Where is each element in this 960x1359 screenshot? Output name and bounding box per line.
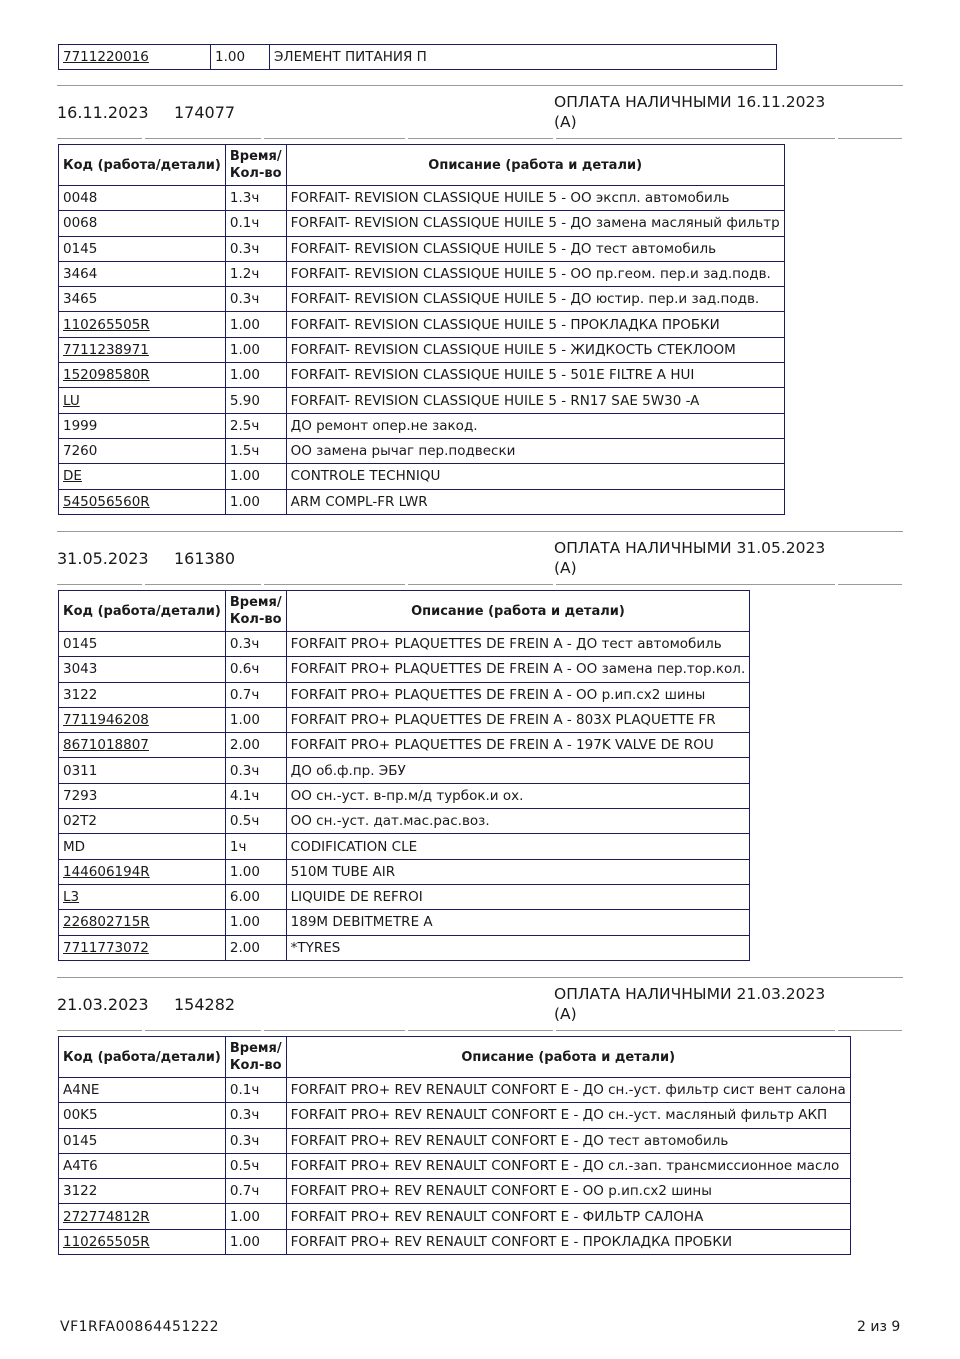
part-code-link[interactable]: 226802715R — [59, 910, 226, 935]
order-items-table — [58, 144, 785, 515]
desc-cell: FORFAIT- REVISION CLASSIQUE HUILE 5 - RN17 SAE 5W30 -A — [286, 388, 784, 413]
qty-cell: 2.5ч — [225, 413, 286, 438]
table-row — [59, 1204, 851, 1229]
qty-cell: 0.5ч — [225, 1153, 286, 1178]
order-date: 31.05.2023 — [57, 549, 149, 568]
divider — [57, 977, 903, 978]
qty-cell: 1.3ч — [225, 186, 286, 211]
divider — [556, 584, 835, 585]
qty-cell: 1.00 — [225, 707, 286, 732]
payment-line-2: (A) — [554, 559, 577, 577]
order-number: 154282 — [174, 995, 236, 1014]
work-code: 00K5 — [59, 1103, 226, 1128]
desc-cell: FORFAIT- REVISION CLASSIQUE HUILE 5 - ОО экспл. автомобиль — [286, 186, 784, 211]
col-qty-line-2: Кол-во — [229, 166, 282, 181]
divider — [264, 584, 405, 585]
work-code: 3122 — [59, 1179, 226, 1204]
table-row — [59, 733, 750, 758]
divider — [408, 138, 553, 139]
table-row — [59, 45, 777, 70]
work-code: 7260 — [59, 438, 226, 463]
desc-cell: CODIFICATION CLE — [286, 834, 750, 859]
part-code-link[interactable]: 7711238971 — [59, 337, 226, 362]
desc-cell: FORFAIT- REVISION CLASSIQUE HUILE 5 - ЖИДКОСТЬ СТЕКЛООМ — [286, 337, 784, 362]
divider — [57, 584, 142, 585]
payment-status — [554, 92, 844, 132]
desc-cell: FORFAIT- REVISION CLASSIQUE HUILE 5 - ПРОКЛАДКА ПРОБКИ — [286, 312, 784, 337]
part-code-link[interactable]: 272774812R — [59, 1204, 226, 1229]
table-header — [59, 1037, 851, 1078]
table-row — [59, 312, 785, 337]
col-desc-header: Описание (работа и детали) — [286, 1037, 850, 1078]
table-row — [59, 1153, 851, 1178]
col-qty-header — [225, 145, 286, 186]
desc-cell: FORFAIT PRO+ REV RENAULT CONFORT E - ДО сл.-зап. трансмиссионное масло — [286, 1153, 850, 1178]
part-code-link[interactable]: 7711773072 — [59, 935, 226, 960]
qty-cell: 1.00 — [225, 910, 286, 935]
table-row — [59, 859, 750, 884]
work-code: 0145 — [59, 236, 226, 261]
work-code: A4T6 — [59, 1153, 226, 1178]
work-code: 3465 — [59, 287, 226, 312]
col-qty-line-2: Кол-во — [229, 1058, 282, 1073]
qty-cell: 0.3ч — [225, 632, 286, 657]
qty-cell: 0.3ч — [225, 1103, 286, 1128]
desc-cell: FORFAIT PRO+ PLAQUETTES DE FREIN A - ОО замена пер.тор.кол. — [286, 657, 750, 682]
col-code-header: Код (работа/детали) — [59, 145, 226, 186]
desc-cell: FORFAIT- REVISION CLASSIQUE HUILE 5 - ДО юстир. пер.и зад.подв. — [286, 287, 784, 312]
qty-cell: 0.7ч — [225, 1179, 286, 1204]
desc-cell: ОО сн.-уст. в-пр.м/д турбок.и ох. — [286, 783, 750, 808]
qty-cell: 1.00 — [225, 489, 286, 514]
desc-cell: ОО замена рычаг пер.подвески — [286, 438, 784, 463]
table-row — [59, 438, 785, 463]
desc-cell: FORFAIT PRO+ REV RENAULT CONFORT E - ДО сн.-уст. фильтр сист вент салона — [286, 1078, 850, 1103]
work-code: 0048 — [59, 186, 226, 211]
work-code: 3464 — [59, 261, 226, 286]
order-header — [0, 531, 960, 587]
table-header — [59, 591, 750, 632]
col-qty-header — [225, 1037, 286, 1078]
desc-cell: FORFAIT- REVISION CLASSIQUE HUILE 5 - ОО пр.геом. пер.и зад.подв. — [286, 261, 784, 286]
col-qty-line-1: Время/ — [229, 1041, 282, 1056]
part-code-link[interactable]: 7711946208 — [59, 707, 226, 732]
col-code-header: Код (работа/детали) — [59, 1037, 226, 1078]
qty-cell: 1.00 — [225, 1229, 286, 1254]
table-row — [59, 388, 785, 413]
work-code: A4NE — [59, 1078, 226, 1103]
desc-cell: ДО об.ф.пр. ЭБУ — [286, 758, 750, 783]
order-number: 174077 — [174, 103, 236, 122]
part-code-link[interactable]: DE — [59, 464, 226, 489]
table-row — [59, 884, 750, 909]
divider — [57, 85, 903, 86]
table-row — [59, 682, 750, 707]
qty-cell: 1ч — [225, 834, 286, 859]
qty-cell: 0.3ч — [225, 758, 286, 783]
table-row — [59, 1078, 851, 1103]
payment-status — [554, 538, 844, 578]
qty-cell: 0.5ч — [225, 809, 286, 834]
work-code: 0068 — [59, 211, 226, 236]
col-qty-line-1: Время/ — [229, 149, 282, 164]
desc-cell: FORFAIT PRO+ REV RENAULT CONFORT E - ДО сн.-уст. масляный фильтр АКП — [286, 1103, 850, 1128]
qty-cell: 1.00 — [225, 337, 286, 362]
desc-cell: FORFAIT PRO+ REV RENAULT CONFORT E - ПРОКЛАДКА ПРОБКИ — [286, 1229, 850, 1254]
table-row — [59, 809, 750, 834]
part-code-link[interactable]: LU — [59, 388, 226, 413]
divider — [145, 584, 261, 585]
qty-cell: 1.5ч — [225, 438, 286, 463]
desc-cell: FORFAIT- REVISION CLASSIQUE HUILE 5 - ДО замена масляный фильтр — [286, 211, 784, 236]
divider — [556, 1030, 835, 1031]
qty-cell: 1.2ч — [225, 261, 286, 286]
desc-cell: LIQUIDE DE REFROI — [286, 884, 750, 909]
table-row — [59, 935, 750, 960]
payment-line-2: (A) — [554, 1005, 577, 1023]
qty-cell: 1.00 — [225, 1204, 286, 1229]
table-row — [59, 489, 785, 514]
payment-line-1: ОПЛАТА НАЛИЧНЫМИ 31.05.2023 — [554, 539, 826, 557]
desc-cell: CONTROLE TECHNIQU — [286, 464, 784, 489]
qty-cell: 2.00 — [225, 733, 286, 758]
order-number: 161380 — [174, 549, 236, 568]
qty-cell: 4.1ч — [225, 783, 286, 808]
work-code: 7293 — [59, 783, 226, 808]
qty-cell: 5.90 — [225, 388, 286, 413]
desc-cell: FORFAIT- REVISION CLASSIQUE HUILE 5 - 501E FILTRE A HUI — [286, 363, 784, 388]
table-row — [59, 1229, 851, 1254]
divider — [408, 1030, 553, 1031]
table-row — [59, 834, 750, 859]
qty-cell: 0.3ч — [225, 287, 286, 312]
work-code: 3043 — [59, 657, 226, 682]
qty-cell: 1.00 — [225, 363, 286, 388]
work-code: MD — [59, 834, 226, 859]
table-row — [59, 337, 785, 362]
col-desc-header: Описание (работа и детали) — [286, 145, 784, 186]
col-desc-header: Описание (работа и детали) — [286, 591, 750, 632]
desc-cell: ЭЛЕМЕНТ ПИТАНИЯ П — [270, 45, 777, 70]
table-row — [59, 287, 785, 312]
table-row — [59, 236, 785, 261]
desc-cell: FORFAIT PRO+ PLAQUETTES DE FREIN A - 197K VALVE DE ROU — [286, 733, 750, 758]
table-row — [59, 261, 785, 286]
part-code-link[interactable]: 545056560R — [59, 489, 226, 514]
col-code-header: Код (работа/детали) — [59, 591, 226, 632]
vin-footer: VF1RFA00864451222 — [60, 1319, 220, 1335]
divider — [57, 138, 142, 139]
payment-status — [554, 984, 844, 1024]
part-code-link[interactable]: 110265505R — [59, 312, 226, 337]
divider — [408, 584, 553, 585]
work-code: 3122 — [59, 682, 226, 707]
table-header — [59, 145, 785, 186]
desc-cell: FORFAIT PRO+ PLAQUETTES DE FREIN A - ОО р.ип.сх2 шины — [286, 682, 750, 707]
desc-cell: FORFAIT- REVISION CLASSIQUE HUILE 5 - ДО тест автомобиль — [286, 236, 784, 261]
desc-cell: FORFAIT PRO+ REV RENAULT CONFORT E - ФИЛЬТР САЛОНА — [286, 1204, 850, 1229]
divider — [57, 531, 903, 532]
divider — [145, 1030, 261, 1031]
qty-cell: 1.00 — [225, 464, 286, 489]
divider — [838, 584, 902, 585]
table-row — [59, 1128, 851, 1153]
table-row — [59, 707, 750, 732]
qty-cell: 0.7ч — [225, 682, 286, 707]
order-header — [0, 977, 960, 1033]
payment-line-1: ОПЛАТА НАЛИЧНЫМИ 16.11.2023 — [554, 93, 826, 111]
table-row — [59, 1103, 851, 1128]
page-counter: 2 из 9 — [857, 1319, 901, 1335]
desc-cell: *TYRES — [286, 935, 750, 960]
work-code: 0145 — [59, 1128, 226, 1153]
qty-cell: 6.00 — [225, 884, 286, 909]
qty-cell: 0.6ч — [225, 657, 286, 682]
col-qty-line-2: Кол-во — [229, 612, 282, 627]
table-row — [59, 1179, 851, 1204]
divider — [264, 138, 405, 139]
order-date: 21.03.2023 — [57, 995, 149, 1014]
table-row — [59, 910, 750, 935]
desc-cell: FORFAIT PRO+ REV RENAULT CONFORT E - ОО р.ип.сх2 шины — [286, 1179, 850, 1204]
order-header — [0, 85, 960, 141]
desc-cell: ДО ремонт опер.не закод. — [286, 413, 784, 438]
qty-cell: 0.1ч — [225, 1078, 286, 1103]
divider — [264, 1030, 405, 1031]
order-items-table — [58, 590, 750, 961]
qty-cell: 0.1ч — [225, 211, 286, 236]
divider — [838, 138, 902, 139]
payment-line-2: (A) — [554, 113, 577, 131]
table-row — [59, 783, 750, 808]
qty-cell: 2.00 — [225, 935, 286, 960]
work-code: 0145 — [59, 632, 226, 657]
table-row — [59, 186, 785, 211]
desc-cell: FORFAIT PRO+ PLAQUETTES DE FREIN A - 803X PLAQUETTE FR — [286, 707, 750, 732]
qty-cell: 1.00 — [225, 312, 286, 337]
qty-cell: 1.00 — [225, 859, 286, 884]
divider — [57, 1030, 142, 1031]
desc-cell: ОО сн.-уст. дат.мас.рас.воз. — [286, 809, 750, 834]
desc-cell: 510M TUBE AIR — [286, 859, 750, 884]
order-items-table — [58, 1036, 851, 1255]
part-code-link[interactable]: 7711220016 — [59, 45, 211, 70]
desc-cell: FORFAIT PRO+ REV RENAULT CONFORT E - ДО тест автомобиль — [286, 1128, 850, 1153]
divider — [838, 1030, 902, 1031]
qty-cell: 0.3ч — [225, 236, 286, 261]
part-code-link[interactable]: 110265505R — [59, 1229, 226, 1254]
top-continuation-table — [58, 44, 777, 70]
work-code: 0311 — [59, 758, 226, 783]
table-row — [59, 758, 750, 783]
desc-cell: ARM COMPL-FR LWR — [286, 489, 784, 514]
col-qty-header — [225, 591, 286, 632]
table-row — [59, 413, 785, 438]
part-code-link[interactable]: 144606194R — [59, 859, 226, 884]
payment-line-1: ОПЛАТА НАЛИЧНЫМИ 21.03.2023 — [554, 985, 826, 1003]
divider — [556, 138, 835, 139]
work-code: 02T2 — [59, 809, 226, 834]
work-code: 1999 — [59, 413, 226, 438]
order-date: 16.11.2023 — [57, 103, 149, 122]
part-code-link[interactable]: 8671018807 — [59, 733, 226, 758]
desc-cell: FORFAIT PRO+ PLAQUETTES DE FREIN A - ДО тест автомобиль — [286, 632, 750, 657]
divider — [145, 138, 261, 139]
table-row — [59, 363, 785, 388]
table-row — [59, 464, 785, 489]
table-row — [59, 657, 750, 682]
qty-cell: 0.3ч — [225, 1128, 286, 1153]
part-code-link[interactable]: L3 — [59, 884, 226, 909]
col-qty-line-1: Время/ — [229, 595, 282, 610]
table-row — [59, 211, 785, 236]
part-code-link[interactable]: 152098580R — [59, 363, 226, 388]
qty-cell: 1.00 — [211, 45, 270, 70]
desc-cell: 189M DEBITMETRE A — [286, 910, 750, 935]
table-row — [59, 632, 750, 657]
